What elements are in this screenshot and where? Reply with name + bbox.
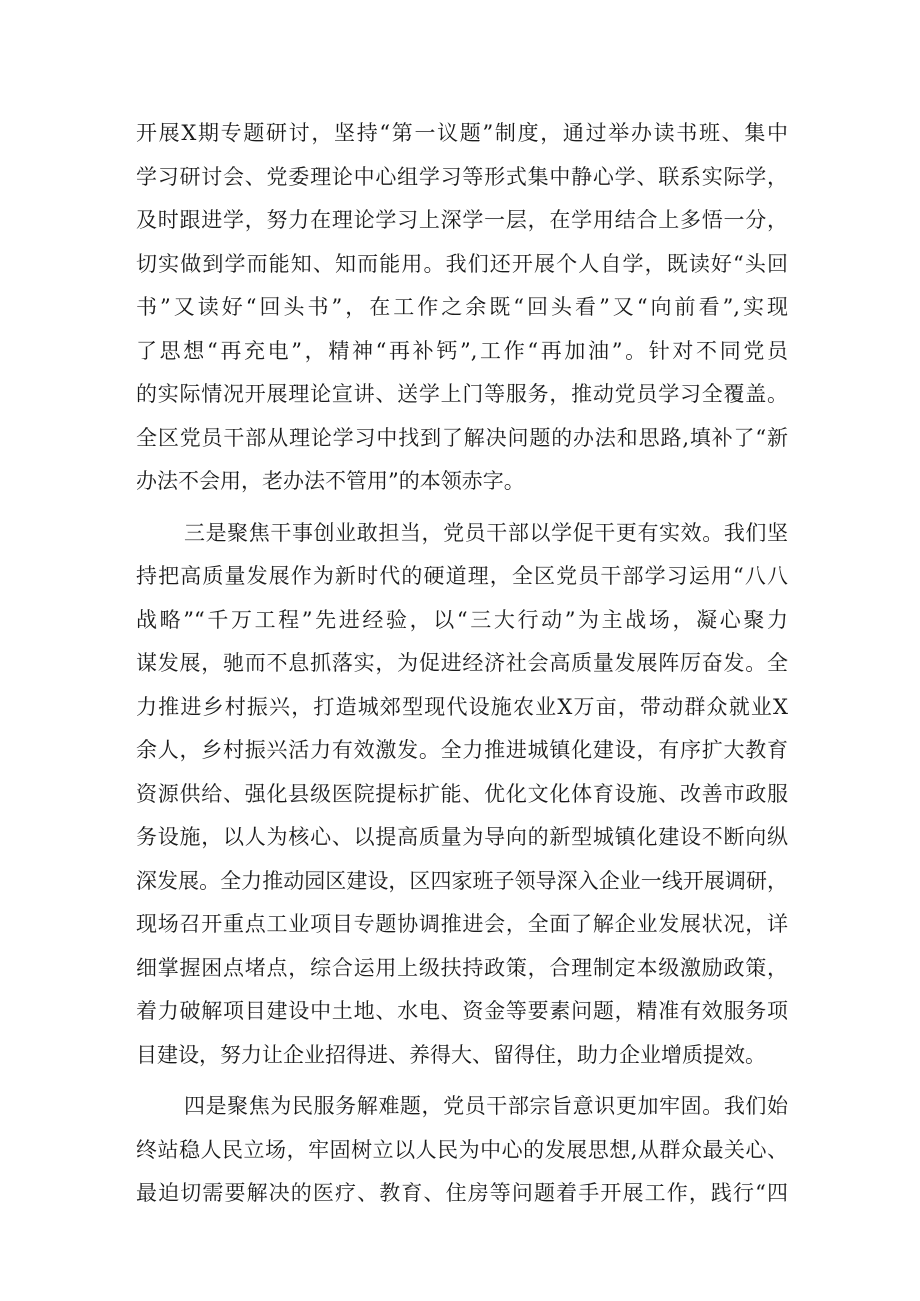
- paragraph-line: 四是聚焦为民服务解难题，党员干部宗旨意识更加牢固。我们始: [184, 1094, 788, 1118]
- paragraph-line: 务设施，以人为核心、以提高质量为导向的新型城镇化建设不断向纵: [136, 825, 788, 849]
- paragraph-line: 现场召开重点工业项目专题协调推进会，全面了解企业发展状况，详: [136, 912, 788, 936]
- paragraph-1: [136, 112, 788, 504]
- paragraph-line: 三是聚焦干事创业敢担当，党员干部以学促干更有实效。我们坚: [184, 520, 788, 545]
- paragraph-line: 资源供给、强化县级医院提标扩能、优化文化体育设施、改善市政服: [136, 781, 788, 806]
- paragraph-line: 持把高质量发展作为新时代的硬道理，全区党员干部学习运用“八八: [136, 564, 788, 588]
- paragraph-spacer: [136, 504, 788, 512]
- paragraph-line: 切实做到学而能知、知而能用。我们还开展个人自学，既读好“头回: [136, 251, 788, 276]
- paragraph-line: 的实际情况开展理论宣讲、送学上门等服务，推动党员学习全覆盖。: [136, 382, 788, 406]
- paragraph-line: 了思想“再充电”，精神“再补钙”,工作“再加油”。针对不同党员: [136, 338, 788, 363]
- paragraph-line: 深发展。全力推动园区建设，区四家班子领导深入企业一线开展调研，: [136, 868, 788, 893]
- paragraph-line: 办法不会用，老办法不管用”的本领赤字。: [136, 469, 525, 493]
- paragraph-line: 谋发展，驰而不息抓落实，为促进经济社会高质量发展阵厉奋发。全: [136, 651, 788, 675]
- paragraph-line: 终站稳人民立场，牢固树立以人民为中心的发展思想,从群众最关心、: [136, 1137, 788, 1162]
- paragraph-3: [136, 1085, 788, 1216]
- paragraph-line: 目建设，努力让企业招得进、养得大、留得住，助力企业增质提效。: [136, 1042, 766, 1067]
- paragraph-line: 全区党员干部从理论学习中找到了解决问题的办法和思路,填补了“新: [136, 425, 788, 450]
- paragraph-line: 学习研讨会、党委理论中心组学习等形式集中静心学、联系实际学，: [136, 164, 788, 189]
- paragraph-line: 细掌握困点堵点，综合运用上级扶持政策，合理制定本级激励政策，: [136, 955, 788, 980]
- paragraph-line: 书”又读好“回头书”，在工作之余既“回头看”又“向前看”,实现: [136, 295, 788, 319]
- paragraph-line: 开展X期专题研讨，坚持“第一议题”制度，通过举办读书班、集中: [136, 121, 788, 145]
- paragraph-line: 余人，乡村振兴活力有效激发。全力推进城镇化建设，有序扩大教育: [136, 738, 788, 762]
- paragraph-line: 最迫切需要解决的医疗、教育、住房等问题着手开展工作，践行“四: [136, 1181, 788, 1205]
- paragraph-line: 及时跟进学，努力在理论学习上深学一层，在学用结合上多悟一分，: [136, 208, 788, 232]
- paragraph-2: [136, 512, 788, 1078]
- paragraph-line: 战略”“千万工程”先进经验，以“三大行动”为主战场，凝心聚力: [136, 607, 788, 632]
- document-body: [136, 112, 788, 1216]
- paragraph-line: 着力破解项目建设中土地、水电、资金等要素问题，精准有效服务项: [136, 999, 788, 1023]
- paragraph-line: 力推进乡村振兴，打造城郊型现代设施农业X万亩，带动群众就业X: [136, 694, 788, 719]
- paragraph-spacer: [136, 1077, 788, 1085]
